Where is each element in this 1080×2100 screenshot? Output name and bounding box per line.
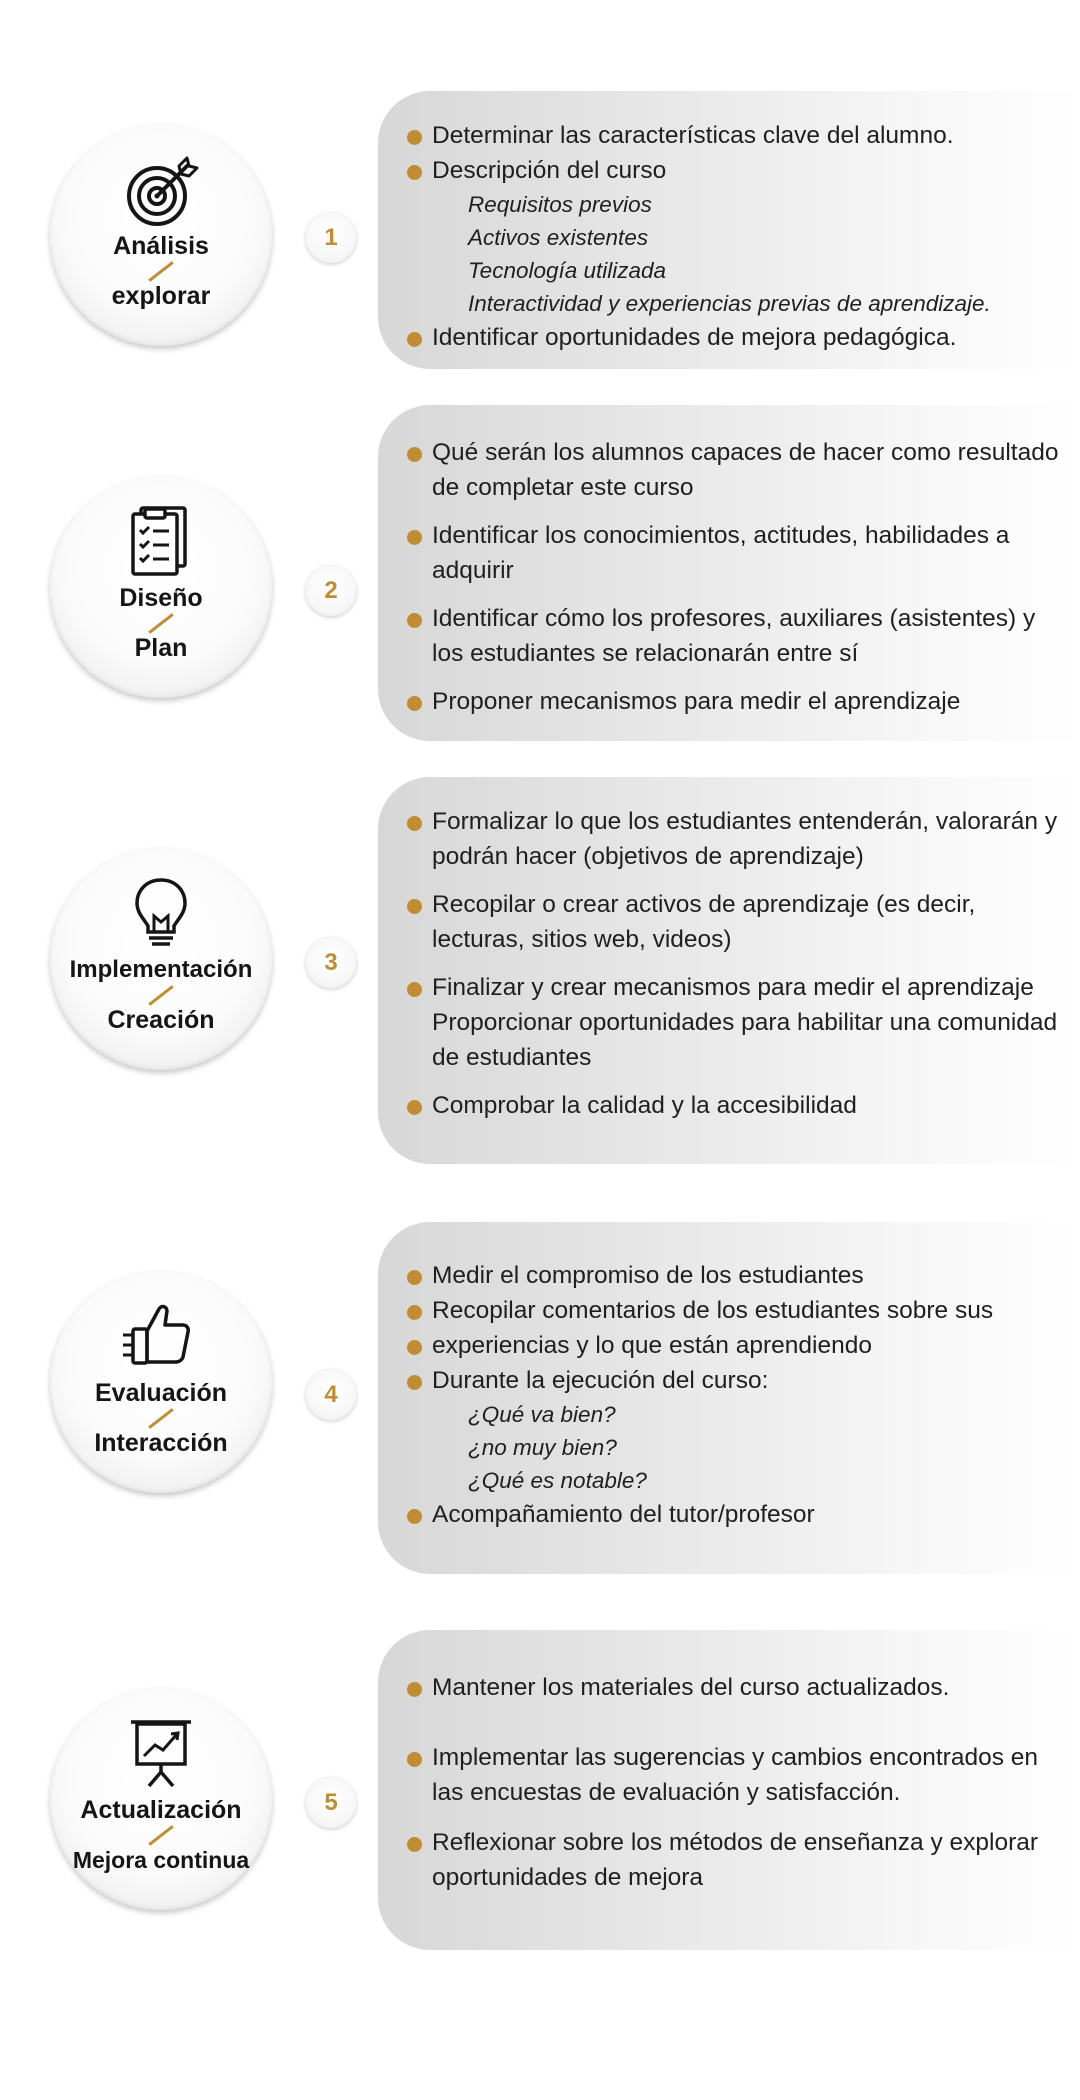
list-subitem: Interactividad y experiencias previas de aprendizaje. (468, 291, 991, 316)
step-4-subtitle: Interacción (94, 1429, 228, 1457)
list-item: Identificar oportunidades de mejora pedagógica. (406, 320, 1070, 355)
step-5-title: Actualización (80, 1796, 242, 1824)
list-item: Recopilar comentarios de los estudiantes sobre sus (406, 1293, 1070, 1328)
list-item: Qué serán los alumnos capaces de hacer como resultado de completar este curso (406, 435, 1070, 505)
title-divider (148, 261, 173, 282)
list-subitem: Tecnología utilizada (468, 258, 667, 283)
step-2-subtitle: Plan (134, 634, 188, 662)
thumbs-up-icon (121, 1295, 201, 1375)
step-1-subtitle: explorar (111, 282, 211, 310)
list-item: Proponer mecanismos para medir el aprendizaje (406, 684, 1070, 719)
list-item: Acompañamiento del tutor/profesor (406, 1497, 1070, 1532)
step-1-circle (50, 124, 272, 346)
list-item: Formalizar lo que los estudiantes entenderán, valorarán y podrán hacer (objetivos de aprendizaje) (406, 804, 1070, 874)
list-subitem: ¿Qué es notable? (468, 1468, 647, 1493)
step-5-list (406, 1670, 1070, 1895)
title-divider (148, 1825, 173, 1846)
step-2-list (406, 435, 1070, 719)
title-divider (148, 985, 173, 1006)
list-subitem: Activos existentes (468, 225, 649, 250)
step-3-circle (50, 848, 272, 1070)
step-3-card (378, 777, 1080, 1164)
step-2-number: 2 (306, 566, 356, 616)
step-5-number: 5 (306, 1778, 356, 1828)
step-3-subtitle: Creación (107, 1006, 215, 1034)
step-4-list (406, 1258, 1070, 1532)
list-item: experiencias y lo que están aprendiendo (406, 1328, 1070, 1363)
list-item: Durante la ejecución del curso: (406, 1363, 1070, 1398)
list-item: Recopilar o crear activos de aprendizaje (es decir, lecturas, sitios web, videos) (406, 887, 1070, 957)
title-divider (148, 1408, 173, 1429)
list-item: Medir el compromiso de los estudiantes (406, 1258, 1070, 1293)
step-4-number: 4 (306, 1370, 356, 1420)
step-1-card (378, 91, 1080, 369)
list-subitem: Requisitos previos (468, 192, 652, 217)
step-5-card (378, 1630, 1080, 1950)
list-subitem: ¿no muy bien? (468, 1435, 617, 1460)
list-item: Descripción del curso (406, 153, 1070, 188)
title-divider (148, 613, 173, 634)
step-1-list (406, 118, 1070, 355)
list-item: Comprobar la calidad y la accesibilidad (406, 1088, 1070, 1123)
list-item: Identificar los conocimientos, actitudes, habilidades a adquirir (406, 518, 1070, 588)
target-icon (121, 152, 201, 232)
step-4-circle (50, 1271, 272, 1493)
list-item: Finalizar y crear mecanismos para medir el aprendizaje Proporcionar oportunidades para habilitar una comunidad de estudiantes (406, 970, 1070, 1075)
step-3-title: Implementación (69, 956, 253, 983)
step-1-number: 1 (306, 213, 356, 263)
presentation-board-icon (121, 1712, 201, 1792)
step-4-card (378, 1222, 1080, 1574)
step-1-title: Análisis (113, 232, 209, 260)
step-3-list (406, 804, 1070, 1123)
step-5-subtitle: Mejora continua (72, 1847, 250, 1873)
step-2-circle (50, 476, 272, 698)
step-2-title: Diseño (119, 584, 203, 612)
list-subitem: ¿Qué va bien? (468, 1402, 616, 1427)
list-item: Determinar las características clave del alumno. (406, 118, 1070, 153)
list-item: Implementar las sugerencias y cambios encontrados en las encuestas de evaluación y satisfacción. (406, 1740, 1070, 1810)
step-3-number: 3 (306, 938, 356, 988)
list-item: Mantener los materiales del curso actualizados. (406, 1670, 1070, 1705)
step-5-circle (50, 1688, 272, 1910)
clipboard-checklist-icon (121, 500, 201, 580)
lightbulb-icon (121, 872, 201, 952)
step-2-card (378, 405, 1080, 741)
list-item: Identificar cómo los profesores, auxiliares (asistentes) y los estudiantes se relacionarán entre sí (406, 601, 1070, 671)
list-item: Reflexionar sobre los métodos de enseñanza y explorar oportunidades de mejora (406, 1825, 1070, 1895)
step-4-title: Evaluación (95, 1379, 227, 1407)
